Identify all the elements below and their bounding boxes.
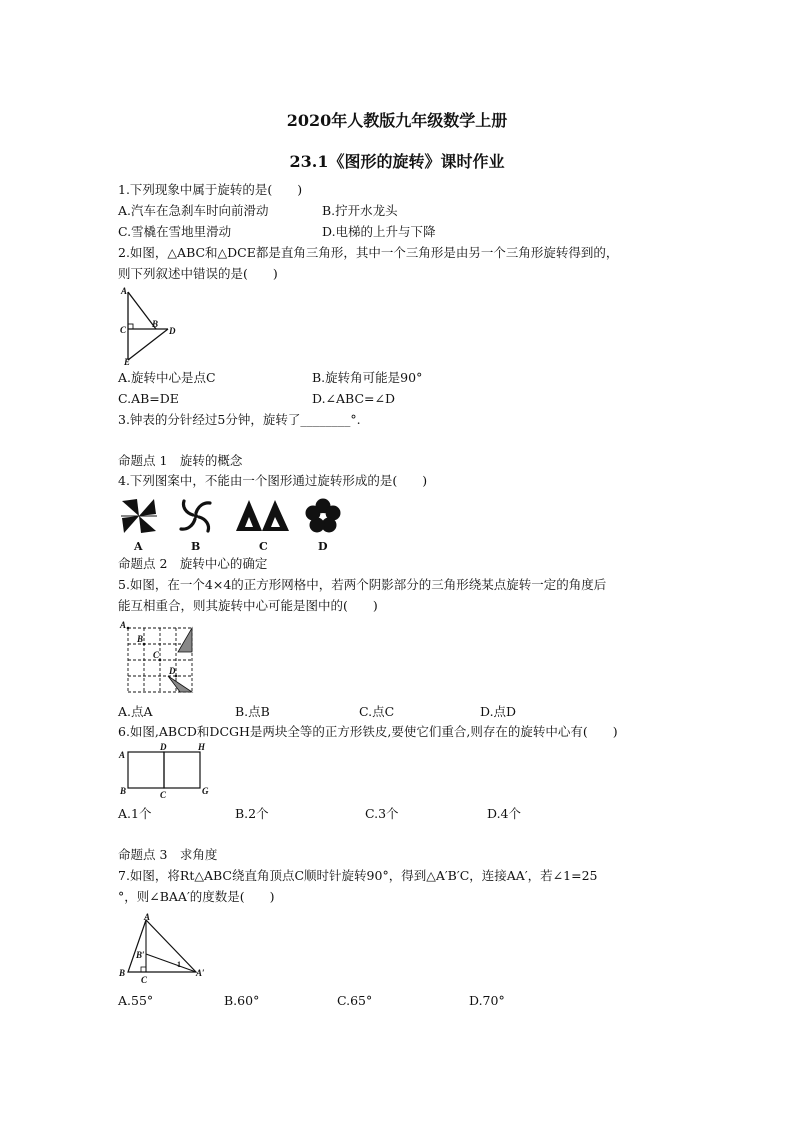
q7-stem-line2: °，则∠BAA′的度数是( ) [118,889,275,904]
q4-pattern-b [175,497,217,535]
q6-label-d: D [160,742,167,752]
q5-option-a: A.点A [118,704,153,719]
q2-label-b: B [152,319,159,329]
q5-grid-figure [118,620,198,696]
q5-option-b: B.点B [235,704,270,719]
q5-stem-line2: 能互相重合，则其旋转中心可能是图中的( ) [118,598,378,613]
section-heading-3: 命题点 3 求角度 [118,847,218,862]
q4-stem: 4.下列图案中，不能由一个图形通过旋转形成的是( ) [118,473,428,488]
q6-option-c: C.3个 [365,806,399,821]
q7-label-a: A [144,912,151,922]
q7-option-d: D.70° [469,993,505,1008]
q7-option-a: A.55° [118,993,154,1008]
q1-option-c: C.雪橇在雪地里滑动 [118,224,232,239]
q7-angle-label-1: 1 [177,960,181,969]
q2-stem-line2: 则下列叙述中错误的是( ) [118,266,278,281]
q5-label-d: D [169,666,176,676]
q4-pattern-c [234,497,292,535]
q2-option-a: A.旋转中心是点C [118,370,216,385]
q5-option-d: D.点D [480,704,517,719]
q5-stem-line1: 5.如图，在一个4×4的正方形网格中，若两个阴影部分的三角形绕某点旋转一定的角度后 [118,577,607,592]
q1-option-d: D.电梯的上升与下降 [322,224,436,239]
q6-label-g: G [202,786,209,796]
q6-option-a: A.1个 [118,806,152,821]
q2-label-a: A [121,286,128,296]
q5-option-c: C.点C [359,704,395,719]
q6-label-b: B [120,786,127,796]
q7-option-c: C.65° [337,993,373,1008]
q2-label-e: E [124,357,131,367]
q6-option-d: D.4个 [487,806,522,821]
page-subtitle: 23.1《图形的旋转》课时作业 [289,152,505,171]
q6-stem: 6.如图,ABCD和DCGH是两块全等的正方形铁皮,要使它们重合,则存在的旋转中心有( ) [118,724,618,739]
q7-label-a-prime: A′ [196,968,205,978]
q7-option-b: B.60° [224,993,260,1008]
q2-option-c: C.AB=DE [118,391,179,406]
q4-pattern-a [118,497,160,535]
section-heading-1: 命题点 1 旋转的概念 [118,453,243,468]
q5-label-b: B [137,634,144,644]
q6-option-b: B.2个 [235,806,269,821]
q7-triangle-figure [116,912,211,988]
q3-stem: 3.钟表的分针经过5分钟，旋转了________°. [118,412,361,427]
q2-figure [118,286,188,366]
q1-option-a: A.汽车在急刹车时向前滑动 [118,203,269,218]
q7-label-b: B [119,968,126,978]
q2-label-d: D [169,326,176,336]
q6-squares-figure [118,742,218,798]
q1-stem: 1.下列现象中属于旋转的是( ) [118,182,303,197]
q4-caption-c: C [259,540,268,553]
q6-label-a: A [119,750,126,760]
q2-label-c: C [120,325,127,335]
q2-option-d: D.∠ABC=∠D [312,391,396,406]
q4-caption-d: D [318,540,328,553]
q4-pattern-d [302,497,344,535]
q5-label-a: A [120,620,127,630]
q7-label-c: C [141,975,148,985]
q1-option-b: B.拧开水龙头 [322,203,398,218]
q6-label-c: C [160,790,167,800]
q4-caption-a: A [134,540,143,553]
q6-label-h: H [198,742,206,752]
q2-stem-line1: 2.如图，△ABC和△DCE都是直角三角形，其中一个三角形是由另一个三角形旋转得到的， [118,245,619,260]
page-title: 2020年人教版九年级数学上册 [286,111,508,130]
section-heading-2: 命题点 2 旋转中心的确定 [118,556,268,571]
q4-caption-b: B [191,540,201,553]
q2-option-b: B.旋转角可能是90° [312,370,423,385]
q7-stem-line1: 7.如图，将Rt△ABC绕直角顶点C顺时针旋转90°，得到△A′B′C，连接AA′，若∠1=25 [118,868,598,883]
q7-label-b-prime: B′ [136,950,145,960]
q5-label-c: C [153,650,160,660]
